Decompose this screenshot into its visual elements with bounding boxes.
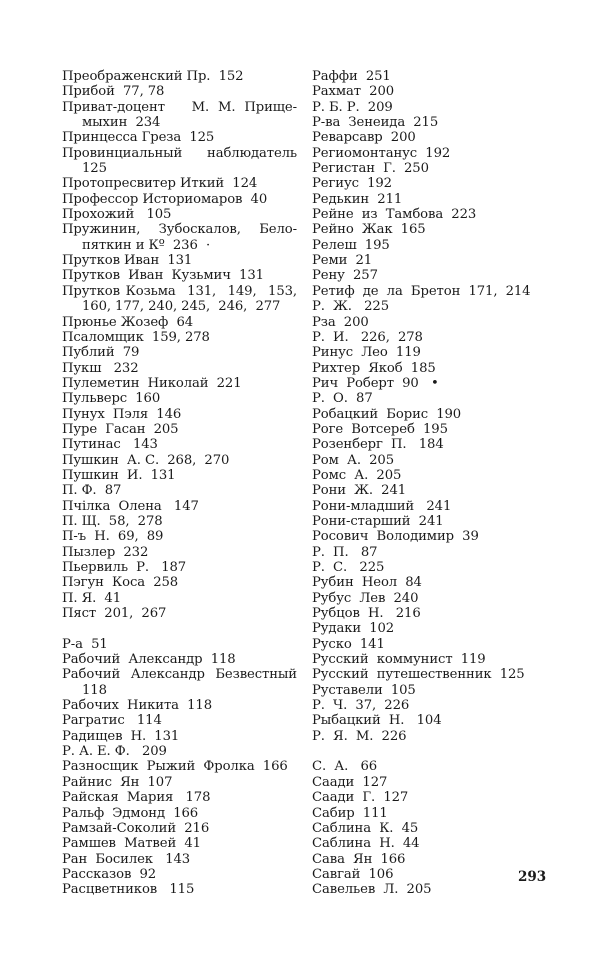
- index-entry: Прохожий 105: [62, 207, 172, 223]
- index-entry-continuation: пяткин и Кº 236 ·: [82, 237, 211, 253]
- index-entry: Рони-старший 241: [312, 513, 444, 529]
- index-entry: Пушкин И. 131: [62, 467, 176, 483]
- index-entry: Р. Я. М. 226: [312, 728, 407, 744]
- index-entry: Рубус Лев 240: [312, 590, 419, 606]
- index-entry: Рейно Жак 165: [312, 222, 426, 238]
- index-entry: Р. Б. Р. 209: [312, 99, 393, 115]
- index-entry: Рейне из Тамбова 223: [312, 207, 477, 223]
- index-entry: Р. А. Е. Ф. 209: [62, 744, 167, 760]
- index-entry: Рахмат 200: [312, 84, 395, 100]
- index-entry: Псаломщик 159, 278: [62, 329, 210, 345]
- index-entry: Русский коммунист 119: [312, 652, 486, 668]
- index-entry: Савельев Л. 205: [312, 882, 432, 898]
- index-entry: Провинциальный наблюдатель: [62, 145, 297, 161]
- index-entry: П-ъ Н. 69, 89: [62, 529, 164, 545]
- index-entry: Рагратис 114: [62, 713, 162, 729]
- index-entry: Рену 257: [312, 268, 378, 284]
- index-entry: Пяст 201, 267: [62, 606, 167, 622]
- index-entry: Принцесса Греза 125: [62, 130, 215, 146]
- index-entry: Прутков Козьма 131, 149, 153,: [62, 283, 297, 299]
- index-entry: Региомонтанус 192: [312, 145, 451, 161]
- index-entry: Роге Вотсереб 195: [312, 421, 448, 437]
- index-entry: Рабочий Александр 118: [62, 652, 236, 668]
- index-entry: Р-а 51: [62, 636, 108, 652]
- index-entry: Ретиф де ла Бретон 171, 214: [312, 283, 531, 299]
- index-entry: Пружинин, Зубоскалов, Бело-: [62, 222, 297, 238]
- index-entry: Ромс А. 205: [312, 467, 402, 483]
- index-entry: Робацкий Борис 190: [312, 406, 462, 422]
- index-entry: Пызлер 232: [62, 544, 149, 560]
- index-column-right: [312, 69, 542, 898]
- index-entry: Реми 21: [312, 253, 373, 269]
- index-entry: Саблина Н. 44: [312, 836, 420, 852]
- index-entry: П. Щ. 58, 278: [62, 513, 163, 529]
- index-entry: Рубин Неол 84: [312, 575, 422, 591]
- index-entry: Р. О. 87: [312, 391, 373, 407]
- index-column-left: [62, 69, 297, 898]
- index-entry: Розенберг П. 184: [312, 437, 444, 453]
- index-entry: Рудаки 102: [312, 621, 395, 637]
- index-entry: Р. Ж. 225: [312, 299, 390, 315]
- index-entry-continuation: мыхин 234: [82, 115, 161, 131]
- index-entry: Пэгун Коса 258: [62, 575, 179, 591]
- index-entry: Релеш 195: [312, 237, 390, 253]
- index-entry: Разносщик Рыжий Фролка 166: [62, 759, 288, 775]
- index-entry: Прюнье Жозеф 64: [62, 314, 194, 330]
- index-entry: Сава Ян 166: [312, 851, 406, 867]
- index-entry: Рич Роберт 90 •: [312, 375, 439, 391]
- index-entry-continuation: 125: [82, 161, 107, 177]
- index-entry: Редькин 211: [312, 191, 403, 207]
- index-entry: Пушкин А. С. 268, 270: [62, 452, 230, 468]
- index-entry: Прутков Иван 131: [62, 253, 193, 269]
- index-entry: Р. Ч. 37, 226: [312, 698, 410, 714]
- index-entry: Пулеметин Николай 221: [62, 375, 242, 391]
- index-entry: Ром А. 205: [312, 452, 394, 468]
- index-entry: Рыбацкий Н. 104: [312, 713, 442, 729]
- index-entry: Путинас 143: [62, 437, 158, 453]
- index-entry: Райнис Ян 107: [62, 774, 173, 790]
- index-entry: Приват-доцент М. М. Прище-: [62, 99, 297, 115]
- index-entry: Протопресвитер Иткий 124: [62, 176, 258, 192]
- index-entry: Рза 200: [312, 314, 369, 330]
- index-entry: Росович Володимир 39: [312, 529, 479, 545]
- index-entry: Сабир 111: [312, 805, 388, 821]
- index-entry: Русский путешественник 125: [312, 667, 525, 683]
- index-entry: Рабочий Александр Безвестный: [62, 667, 297, 683]
- index-entry: Рони-младший 241: [312, 498, 452, 514]
- index-entry: Райская Мария 178: [62, 790, 211, 806]
- page-number: 293: [518, 869, 547, 885]
- index-entry: Р. С. 225: [312, 560, 385, 575]
- index-entry: Пунух Пэля 146: [62, 406, 182, 422]
- index-entry: Рабочих Никита 118: [62, 698, 212, 714]
- index-entry: Рони Ж. 241: [312, 483, 407, 499]
- index-entry: П. Ф. 87: [62, 483, 122, 499]
- index-entry: Региус 192: [312, 176, 392, 192]
- index-entry-continuation: 160, 177, 240, 245, 246, 277: [82, 299, 281, 315]
- index-entry: Пьервиль Р. 187: [62, 560, 187, 575]
- index-entry: Пчiлка Олена 147: [62, 498, 199, 514]
- index-entry-continuation: 118: [82, 682, 107, 698]
- index-entry: Рихтер Якоб 185: [312, 360, 436, 376]
- index-entry: Расцветников 115: [62, 882, 195, 898]
- index-entry: Саади Г. 127: [312, 790, 409, 806]
- index-entry: Руско 141: [312, 636, 385, 652]
- index-entry: Ральф Эдмонд 166: [62, 805, 199, 821]
- index-entry: Реварсавр 200: [312, 130, 416, 146]
- index-entry: Ран Босилек 143: [62, 851, 191, 867]
- index-entry: Прибой 77, 78: [62, 84, 165, 100]
- index-entry: Рамшев Матвей 41: [62, 836, 201, 852]
- index-entry: Саади 127: [312, 774, 388, 790]
- index-entry: Раффи 251: [312, 69, 391, 84]
- index-entry: Савгай 106: [312, 866, 394, 882]
- index-entry: Пуре Гасан 205: [62, 421, 179, 437]
- index-entry: Рамзай-Соколий 216: [62, 820, 210, 836]
- index-entry: Р. П. 87: [312, 544, 378, 560]
- index-entry: Прутков Иван Кузьмич 131: [62, 268, 264, 284]
- index-entry: Ринус Лео 119: [312, 345, 421, 361]
- index-entry: Публий 79: [62, 345, 140, 361]
- index-entry: Преображенский Пр. 152: [62, 69, 244, 84]
- index-entry: Регистан Г. 250: [312, 161, 429, 177]
- index-entry: Рубцов Н. 216: [312, 606, 421, 622]
- index-entry: Профессор Историомаров 40: [62, 191, 268, 207]
- index-entry: Саблина К. 45: [312, 820, 419, 836]
- index-entry: Р-ва Зенеида 215: [312, 115, 439, 131]
- index-entry: Пульверс 160: [62, 391, 161, 407]
- index-entry: Радищев Н. 131: [62, 728, 180, 744]
- index-entry: Р. И. 226, 278: [312, 329, 423, 345]
- index-entry: Пукш 232: [62, 360, 139, 376]
- index-entry: Руставели 105: [312, 682, 416, 698]
- index-entry: С. А. 66: [312, 759, 378, 775]
- index-entry: Рассказов 92: [62, 866, 157, 882]
- index-entry: П. Я. 41: [62, 590, 121, 606]
